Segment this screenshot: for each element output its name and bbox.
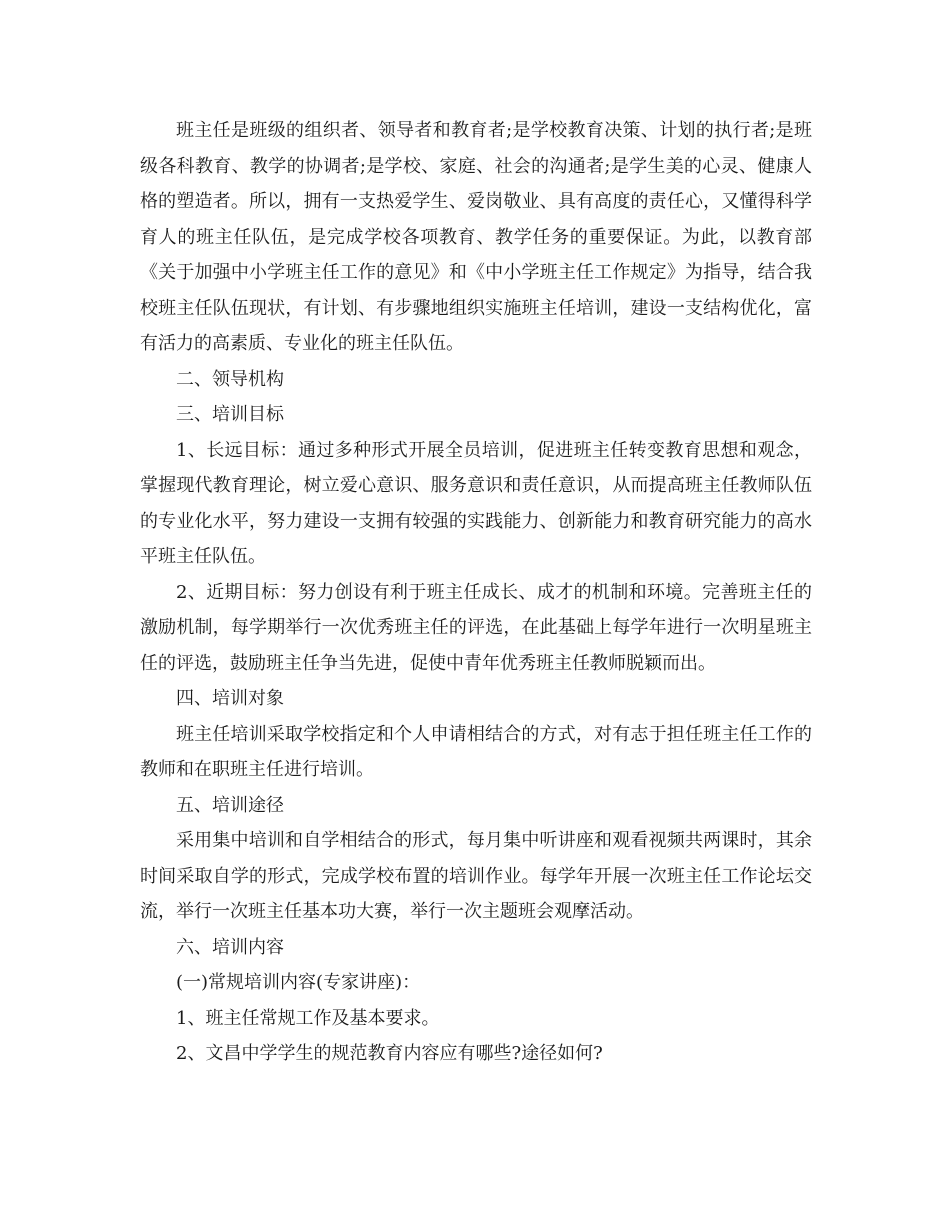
- subheading-routine-training: (一)常规培训内容(专家讲座)：: [176, 972, 421, 993]
- heading-training-methods: 五、培训途径: [176, 794, 284, 816]
- heading-training-goals: 三、培训目标: [176, 404, 284, 425]
- list-item-2: 2、文昌中学学生的规范教育内容应有哪些?途径如何?: [176, 1043, 603, 1064]
- training-methods-paragraph: 采用集中培训和自学相结合的形式，每月集中听讲座和观看视频共两课时，其余时间采取自学的形式，完成学校布置的培训作业。每学年开展一次班主任工作论坛交流，举行一次班主任基本功大赛，举行一次主题班会观摩活动。: [140, 830, 812, 922]
- heading-leadership: 二、领导机构: [176, 368, 284, 390]
- training-targets-paragraph: 班主任培训采取学校指定和个人申请相结合的方式，对有志于担任班主任工作的教师和在职班主任进行培训。: [140, 723, 812, 780]
- intro-paragraph: 班主任是班级的组织者、领导者和教育者;是学校教育决策、计划的执行者;是班级各科教育、教学的协调者;是学校、家庭、社会的沟通者;是学生美的心灵、健康人格的塑造者。所以，拥有一支热爱学生、爱岗敬业、具有高度的责任心，又懂得科学育人的班主任队伍，是完成学校各项教育、教学任务的重要保证。为此，以教育部《关于加强中小学班主任工作的意见》和《中小学班主任工作规定》为指导，结合我校班主任队伍现状，有计划、有步骤地组织实施班主任培训，建设一支结构优化，富有活力的高素质、专业化的班主任队伍。: [140, 120, 812, 354]
- document-body: [140, 113, 812, 1072]
- heading-training-targets: 四、培训对象: [176, 688, 284, 709]
- long-term-goal-paragraph: 1、长远目标：通过多种形式开展全员培训，促进班主任转变教育思想和观念，掌握现代教育理论，树立爱心意识、服务意识和责任意识，从而提高班主任教师队伍的专业化水平，努力建设一支拥有较强的实践能力、创新能力和教育研究能力的高水平班主任队伍。: [140, 439, 812, 567]
- list-item-1: 1、班主任常规工作及基本要求。: [176, 1007, 440, 1029]
- short-term-goal-paragraph: 2、近期目标：努力创设有利于班主任成长、成才的机制和环境。完善班主任的激励机制，每学期举行一次优秀班主任的评选，在此基础上每学年进行一次明星班主任的评选，鼓励班主任争当先进，促使中青年优秀班主任教师脱颖而出。: [140, 581, 812, 674]
- heading-training-content: 六、培训内容: [176, 936, 284, 958]
